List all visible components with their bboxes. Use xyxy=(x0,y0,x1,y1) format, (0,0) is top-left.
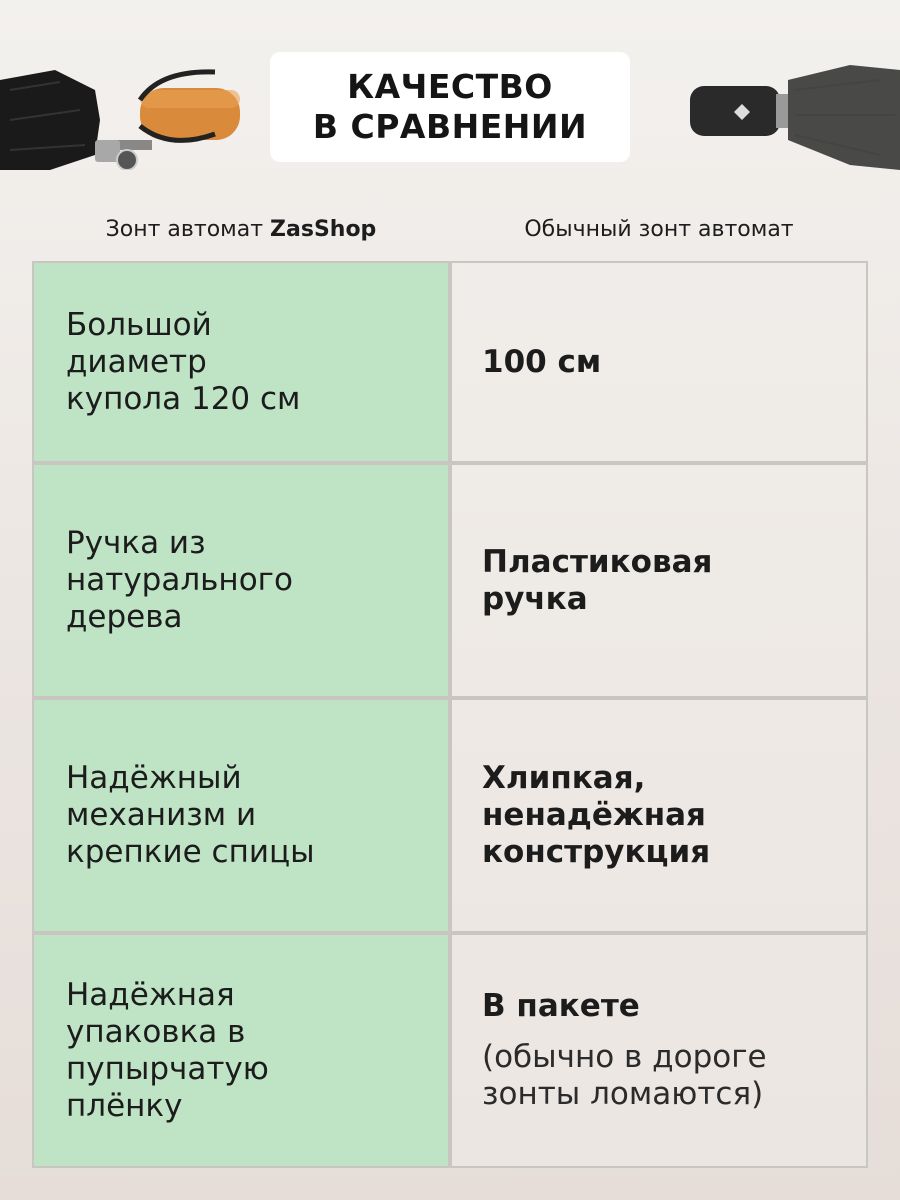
cell-text: Ручка из xyxy=(66,525,206,561)
regular-cell-packaging xyxy=(450,933,868,1168)
column-header-brand: ZasShop xyxy=(270,217,377,242)
cell-text: дерева xyxy=(66,599,183,635)
title-line-1: КАЧЕСТВО xyxy=(347,67,553,106)
plastic-handle-umbrella-icon xyxy=(680,60,900,170)
regular-cell-diameter xyxy=(450,261,868,463)
packaging-note xyxy=(482,1039,846,1113)
comparison-table xyxy=(32,261,868,1168)
cell-text: В пакете xyxy=(482,988,640,1024)
column-header-zasshop xyxy=(34,214,448,246)
zasshop-cell-mechanism xyxy=(32,698,450,933)
cell-text: плёнку xyxy=(66,1087,183,1124)
zasshop-cell-handle xyxy=(32,463,450,698)
title-line-2: В СРАВНЕНИИ xyxy=(312,107,588,146)
cell-text: Пластиковая xyxy=(482,543,713,580)
zasshop-cell-diameter xyxy=(32,261,450,463)
cell-text: натурального xyxy=(66,562,293,598)
cell-text: ненадёжная xyxy=(482,797,706,833)
cell-text: 100 см xyxy=(482,343,602,380)
cell-text: Надёжная xyxy=(66,976,235,1013)
regular-cell-mechanism xyxy=(450,698,868,933)
title-box xyxy=(270,52,630,162)
cell-text: конструкция xyxy=(482,834,711,870)
column-header-prefix: Зонт автомат xyxy=(105,217,271,242)
cell-text: механизм и xyxy=(66,797,257,833)
zasshop-cell-packaging xyxy=(32,933,450,1168)
regular-cell-handle xyxy=(450,463,868,698)
cell-note-text: зонты ломаются) xyxy=(482,1076,764,1112)
cell-note-text: (обычно в дороге xyxy=(482,1039,767,1075)
cell-text: диаметр xyxy=(66,343,207,380)
cell-text: купола 120 см xyxy=(66,380,301,417)
cell-text: пупырчатую xyxy=(66,1050,269,1087)
cell-text: упаковка в xyxy=(66,1013,246,1050)
cell-text: ручка xyxy=(482,580,588,617)
cell-text: Хлипкая, xyxy=(482,760,646,796)
cell-text: крепкие спицы xyxy=(66,834,315,870)
cell-text: Большой xyxy=(66,306,212,343)
cell-text: Надёжный xyxy=(66,760,242,796)
column-header-regular: Обычный зонт автомат xyxy=(524,217,794,242)
wooden-handle-umbrella-icon xyxy=(0,60,250,170)
